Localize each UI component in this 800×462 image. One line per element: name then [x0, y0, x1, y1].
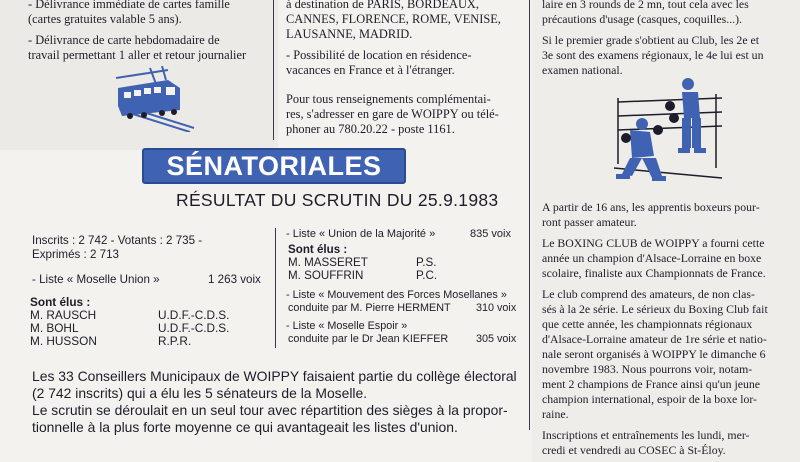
- middle-line-2: CANNES, FLORENCE, ROME, VENISE,: [286, 12, 501, 26]
- right-body-line-11: novembre 1983. Nous pourrons voir, notam-: [542, 362, 753, 376]
- middle-line-6: Pour tous renseignements complémentai-: [286, 92, 491, 106]
- right-body-line-6: Le club comprend des amateurs, de non clas-: [542, 287, 755, 301]
- stats-line-1: Inscrits : 2 742 - Votants : 2 735 -: [32, 234, 203, 247]
- article-subtitle: RÉSULTAT DU SCRUTIN DU 25.9.1983: [176, 190, 499, 210]
- right-body-line-14: raine.: [542, 407, 569, 421]
- list2-elected-heading: Sont élus :: [288, 243, 348, 256]
- middle-line-3: LAUSANNE, MADRID.: [286, 27, 413, 41]
- stats-line-2: Exprimés : 2 713: [32, 248, 119, 261]
- left-line-3: - Délivrance de carte hebdomadaire de: [28, 33, 220, 47]
- middle-line-7: res, s'adresser en gare de WOIPPY ou télé-: [286, 107, 499, 121]
- paragraph-line-4: tionnelle à la plus forte moyenne ce qui avantageait les listes d'union.: [32, 419, 458, 435]
- right-body-line-2: ront passer amateur.: [542, 215, 637, 229]
- list2-elected-name-1: M. MASSERET: [288, 256, 368, 269]
- list2-elected-name-2: M. SOUFFRIN: [288, 269, 364, 282]
- list1-elected-party-1: U.D.F.-C.D.S.: [158, 308, 230, 322]
- boxing-ring-illustration-icon: [612, 72, 724, 190]
- list4-label: - Liste « Moselle Espoir »: [286, 320, 408, 332]
- column-divider-left: [273, 0, 274, 140]
- left-line-1: - Délivrance immédiate de cartes famille: [28, 0, 230, 11]
- list3-label: - Liste « Mouvement des Forces Mosellanes »: [286, 289, 507, 301]
- right-top-line-3: Si le premier grade s'obtient au Club, les 2e et: [542, 33, 760, 47]
- paragraph-line-1: Les 33 Conseillers Municipaux de WOIPPY faisaient partie du collège électoral: [32, 368, 517, 384]
- right-body-line-13: champion international, espoir de la boxe lor-: [542, 392, 757, 406]
- list4-leader: conduite par le Dr Jean KIEFFER: [288, 333, 449, 345]
- right-top-line-2: précautions d'usage (casques, coquilles...).: [542, 12, 742, 26]
- right-body-line-7: sés à la 2e série. Le sérieux du Boxing Club fait: [542, 302, 768, 316]
- middle-line-8: phoner au 780.20.22 - poste 1161.: [286, 122, 455, 136]
- middle-line-5: vacances en France et à l'étranger.: [286, 63, 455, 77]
- list1-elected-name-3: M. HUSSON: [30, 334, 97, 348]
- list1-votes: 1 263 voix: [208, 273, 261, 286]
- right-top-line-5: examen national.: [542, 63, 623, 77]
- right-body-line-5: scolaire, finaliste aux Championnats de France.: [542, 266, 766, 280]
- list2-votes: 835 voix: [470, 228, 511, 240]
- list1-label: - Liste « Moselle Union »: [32, 273, 160, 286]
- right-body-line-8: que cette année, les championnats régionaux: [542, 317, 753, 331]
- list2-elected-party-2: P.C.: [416, 269, 438, 282]
- list4-votes: 305 voix: [476, 333, 517, 345]
- list1-elected-party-2: U.D.F.-C.D.S.: [158, 321, 230, 335]
- list1-elected-heading: Sont élus :: [30, 295, 91, 309]
- list1-elected-name-1: M. RAUSCH: [30, 308, 97, 322]
- right-body-line-9: d'Alsace-Lorraine amateur de 1re série et natio-: [542, 332, 767, 346]
- right-body-line-1: A partir de 16 ans, les apprentis boxeurs pour-: [542, 200, 760, 214]
- right-top-line-1: laire en 3 rounds de 2 mn, tout cela avec les: [542, 0, 749, 11]
- list1-elected-party-3: R.P.R.: [158, 334, 192, 348]
- list2-label: - Liste « Union de la Majorité »: [286, 228, 436, 240]
- right-body-line-4: année un champion d'Alsace-Lorraine en boxe: [542, 251, 762, 265]
- results-column-divider: [275, 228, 276, 348]
- left-line-4: travail permettant 1 aller et retour journalier: [28, 48, 247, 62]
- right-body-line-10: nale seront organisés à WOIPPY le dimanche 6: [542, 347, 766, 361]
- paragraph-line-2: (2 742 inscrits) qui a élu les 5 sénateurs de la Moselle.: [32, 385, 368, 401]
- paragraph-line-3: Le scrutin se déroulait en un seul tour avec répartition des sièges à la propor-: [32, 402, 508, 418]
- right-body-line-3: Le BOXING CLUB de WOIPPY a fourni cette: [542, 236, 765, 250]
- column-divider-right: [529, 0, 530, 430]
- middle-line-4: - Possibilité de location en résidence-: [286, 48, 472, 62]
- train-illustration-icon: [110, 66, 200, 132]
- right-body-line-12: ment 2 champions de France ainsi qu'un jeune: [542, 377, 761, 391]
- list3-votes: 310 voix: [476, 302, 517, 314]
- article-title-banner: SÉNATORIALES: [142, 148, 406, 184]
- list3-leader: conduite par M. Pierre HERMENT: [288, 302, 451, 314]
- middle-line-1: à destination de PARIS, BORDEAUX,: [286, 0, 479, 11]
- right-body-line-15: Inscriptions et entraînements les lundi, mer-: [542, 428, 750, 442]
- right-body-line-16: credi et vendredi au COSEC à St-Éloy.: [542, 443, 726, 457]
- left-line-2: (cartes gratuites valable 5 ans).: [28, 12, 182, 26]
- list2-elected-party-1: P.S.: [416, 256, 437, 269]
- right-top-line-4: 3e sont des examens régionaux, le 4e lui est un: [542, 48, 764, 62]
- list1-elected-name-2: M. BOHL: [30, 321, 79, 335]
